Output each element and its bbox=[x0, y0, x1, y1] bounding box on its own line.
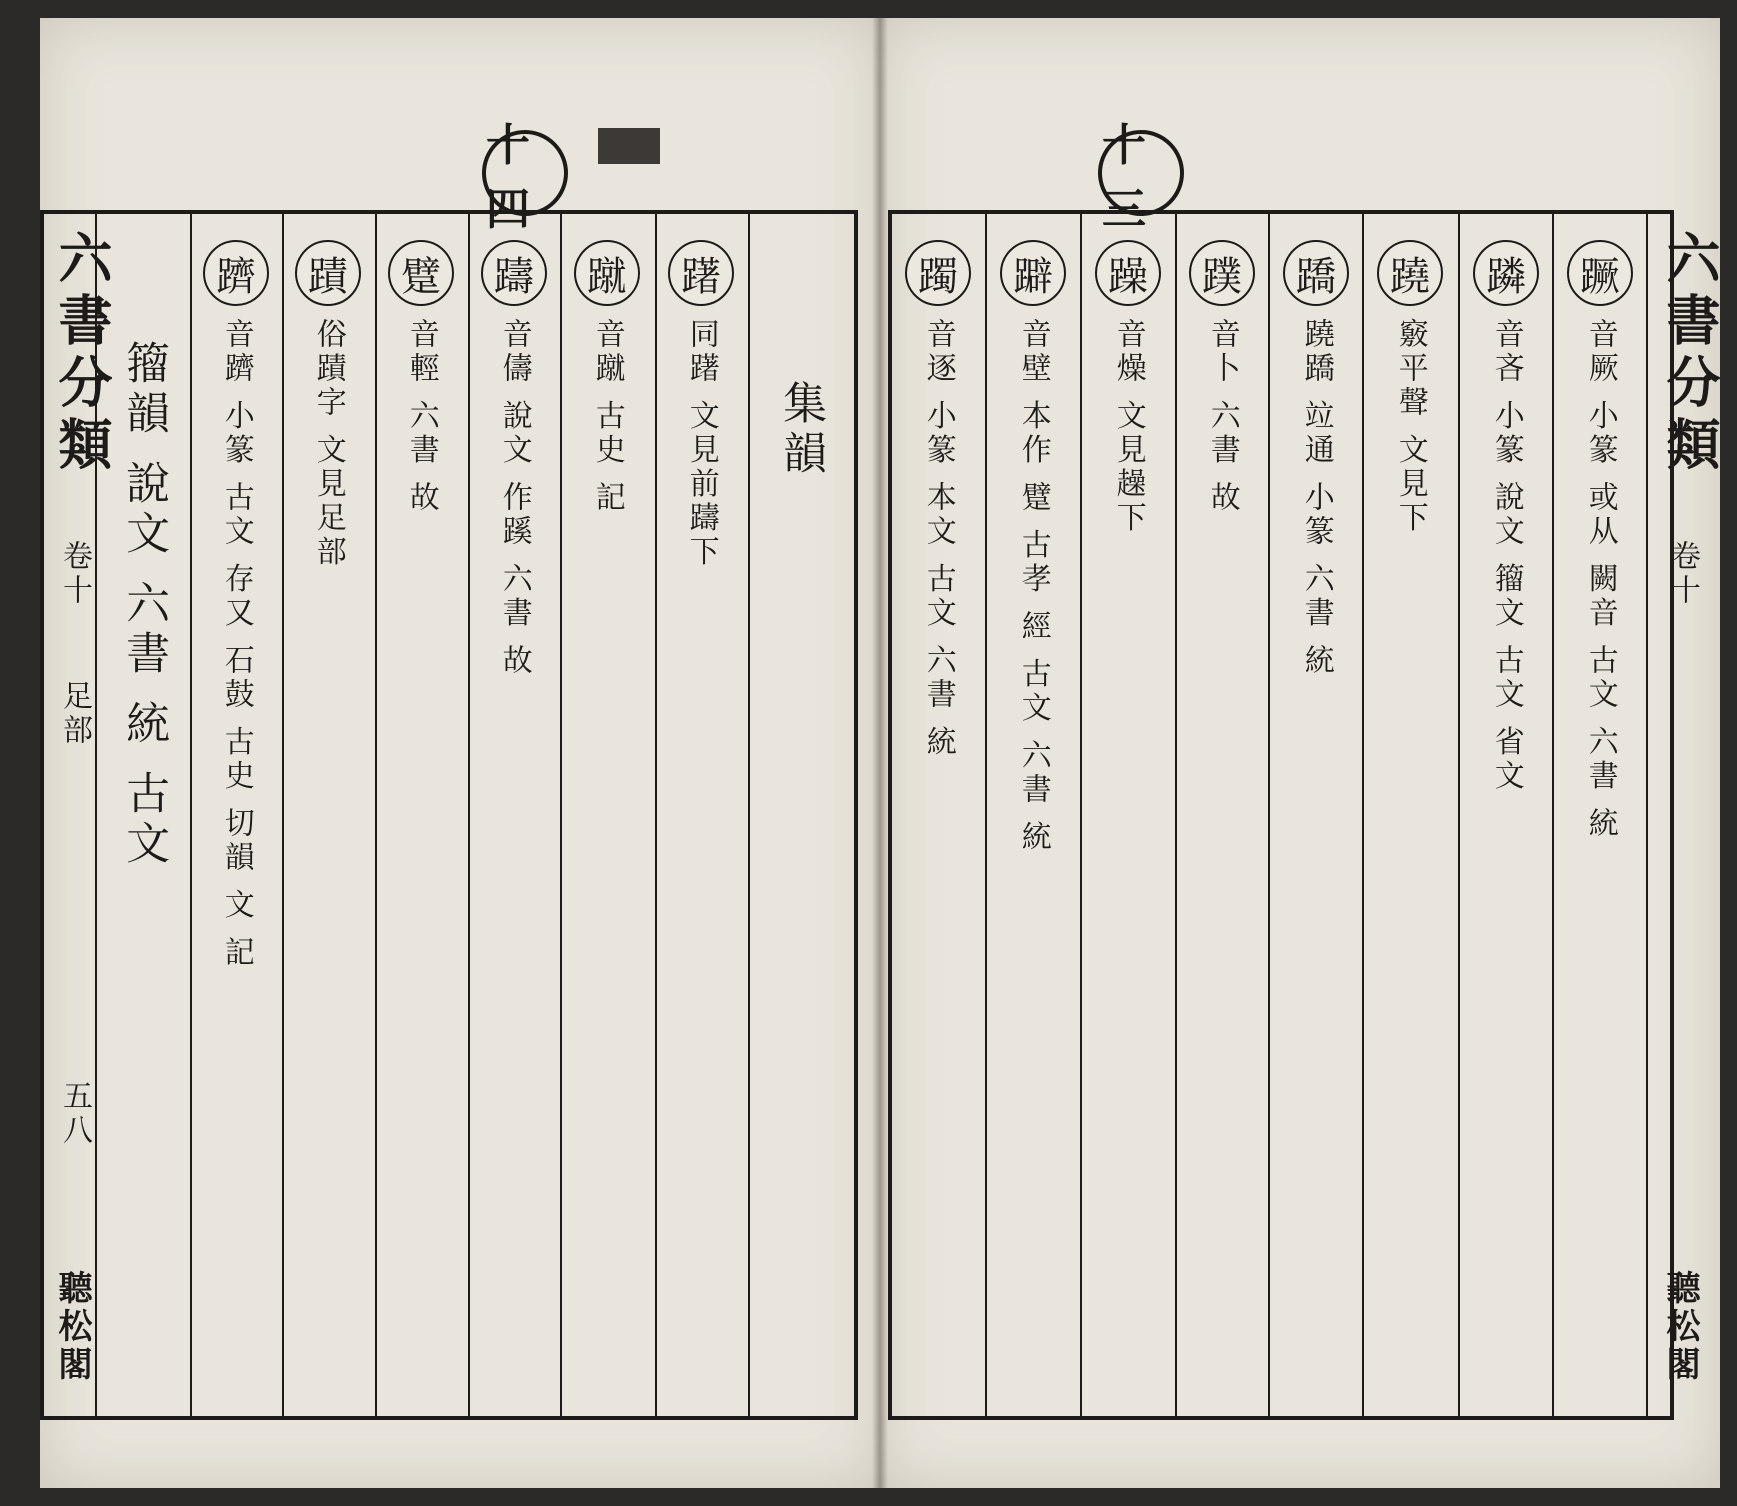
column-text: 集韻 bbox=[775, 380, 827, 480]
column-divider bbox=[1458, 214, 1460, 1416]
left-volume: 卷十 bbox=[57, 540, 92, 608]
head-character: 躃 bbox=[1000, 240, 1066, 306]
head-character: 蹶 bbox=[1567, 240, 1633, 306]
column-divider bbox=[748, 214, 750, 1416]
column-text: 音吝 小篆 說文 籀文 古文 省文 bbox=[1488, 318, 1524, 794]
head-character: 蹻 bbox=[1283, 240, 1349, 306]
left-publisher: 聽松閣 bbox=[52, 1270, 92, 1384]
entry-column bbox=[1468, 240, 1544, 794]
left-margin-title: 六書分類 bbox=[50, 230, 114, 478]
head-character: 蹴 bbox=[574, 240, 640, 306]
entry-column bbox=[198, 240, 274, 970]
entry-column bbox=[290, 240, 366, 570]
column-divider bbox=[560, 214, 562, 1416]
entry-column bbox=[995, 240, 1071, 855]
entry-column bbox=[383, 240, 459, 515]
entry-column bbox=[1184, 240, 1260, 515]
column-divider bbox=[1080, 214, 1082, 1416]
column-divider bbox=[1268, 214, 1270, 1416]
head-character: 蹸 bbox=[1473, 240, 1539, 306]
column-divider bbox=[985, 214, 987, 1416]
entry-column bbox=[476, 240, 552, 678]
left-edge-column bbox=[108, 340, 178, 870]
column-text: 音壁 本作 躄 古孝 經 古文 六書 統 bbox=[1015, 318, 1051, 855]
entry-column bbox=[1372, 240, 1448, 536]
column-text: 音燥 文見趮下 bbox=[1110, 318, 1146, 536]
head-character: 躇 bbox=[668, 240, 734, 306]
right-publisher: 聽松閣 bbox=[1660, 1270, 1700, 1384]
entry-column bbox=[663, 240, 739, 570]
entry-column bbox=[760, 380, 840, 480]
head-character: 躋 bbox=[203, 240, 269, 306]
column-divider bbox=[1362, 214, 1364, 1416]
column-text: 音躋 小篆 古文 存又 石鼓 古史 切韻 文 記 bbox=[218, 318, 254, 971]
column-divider bbox=[190, 214, 192, 1416]
column-text: 蹺蹻 竝通 小篆 六書 統 bbox=[1298, 318, 1334, 679]
entry-column bbox=[1278, 240, 1354, 678]
head-character: 蹺 bbox=[1377, 240, 1443, 306]
column-text: 音蹴 古史 記 bbox=[589, 318, 625, 516]
column-text: 同躇 文見前躊下 bbox=[683, 318, 719, 570]
entry-column bbox=[1090, 240, 1166, 536]
head-character: 蹼 bbox=[1189, 240, 1255, 306]
left-page-number: 十四 bbox=[482, 130, 568, 216]
head-character: 躄 bbox=[388, 240, 454, 306]
column-divider bbox=[655, 214, 657, 1416]
ink-smudge bbox=[598, 128, 660, 164]
entry-column bbox=[898, 240, 978, 760]
left-section: 足部 bbox=[57, 680, 92, 748]
right-margin-title: 六書分類 bbox=[1658, 230, 1722, 478]
column-divider bbox=[375, 214, 377, 1416]
column-text: 音厥 小篆 或从 闕音 古文 六書 統 bbox=[1582, 318, 1618, 842]
column-divider bbox=[282, 214, 284, 1416]
column-text: 音輕 六書 故 bbox=[403, 318, 439, 516]
entry-column bbox=[569, 240, 645, 515]
left-folio: 五八 bbox=[57, 1080, 92, 1148]
edge-divider bbox=[1646, 214, 1648, 1416]
column-text: 音儔 說文 作蹊 六書 故 bbox=[496, 318, 532, 679]
column-divider bbox=[1552, 214, 1554, 1416]
column-text: 音卜 六書 故 bbox=[1204, 318, 1240, 516]
column-divider bbox=[468, 214, 470, 1416]
column-text: 籀韻 說文 六書 統 古文 bbox=[118, 340, 170, 870]
right-volume: 卷十 bbox=[1665, 540, 1700, 608]
head-character: 蹟 bbox=[295, 240, 361, 306]
column-divider bbox=[1175, 214, 1177, 1416]
entry-column bbox=[1562, 240, 1638, 841]
head-character: 躅 bbox=[905, 240, 971, 306]
column-text: 音逐 小篆 本文 古文 六書 統 bbox=[920, 318, 956, 760]
column-text: 竅平聲 文見下 bbox=[1392, 318, 1428, 536]
right-page-number: 十三 bbox=[1098, 130, 1184, 216]
book-gutter bbox=[872, 18, 888, 1488]
head-character: 躁 bbox=[1095, 240, 1161, 306]
head-character: 躊 bbox=[481, 240, 547, 306]
column-text: 俗蹟字 文見足部 bbox=[310, 318, 346, 570]
